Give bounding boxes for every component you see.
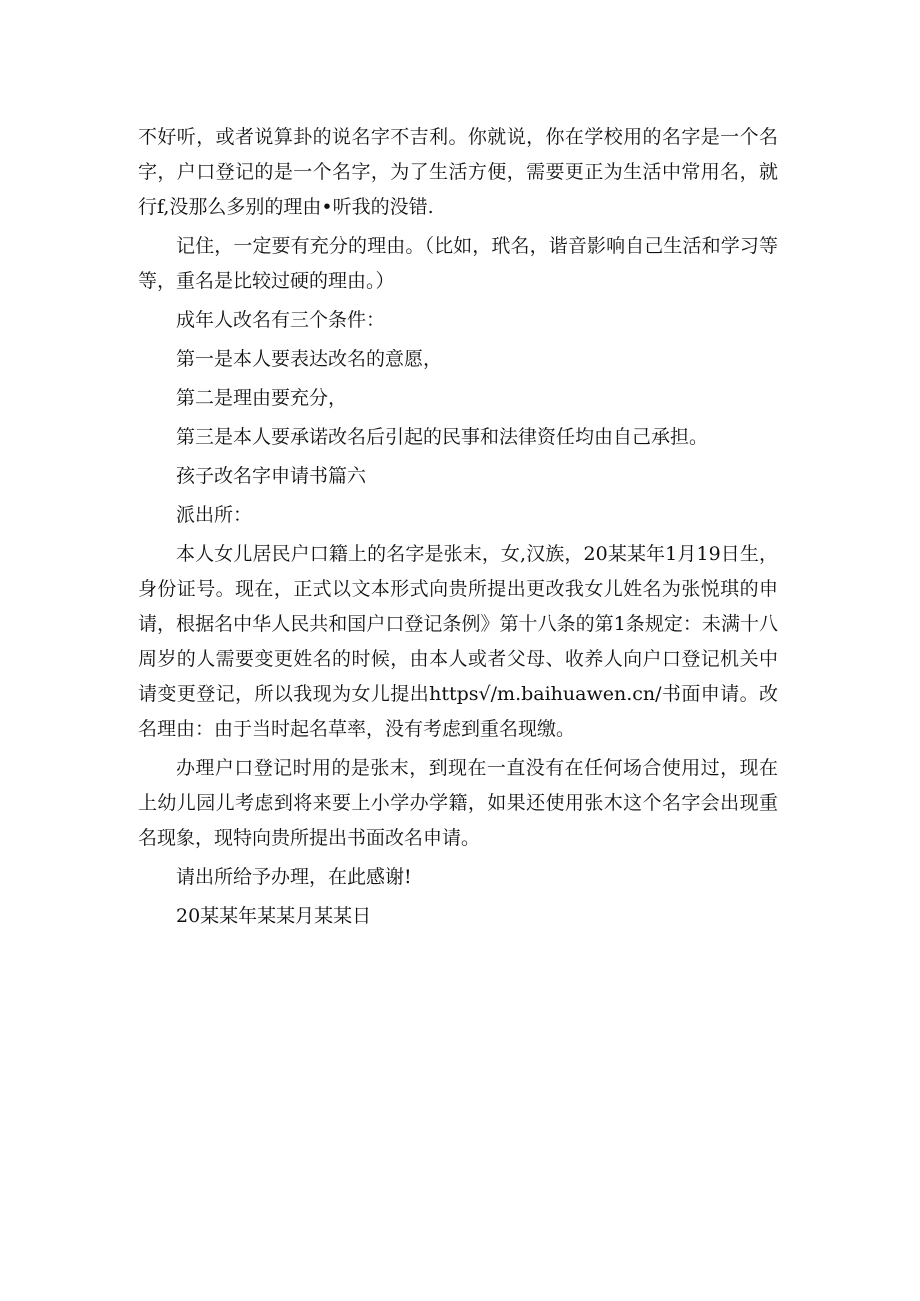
paragraph-10: 办理户口登记时用的是张末，到现在一直没有在任何场合使用过，现在上幼儿园儿考虑到将来要上小学办学籍，如果还使用张木这个名字会出现重名现象，现特向贵所提出书面改名申请。 xyxy=(138,757,778,849)
addressee: 派出所： xyxy=(176,504,253,526)
paragraph-9: 本人女儿居民户口籍上的名字是张末，女,汉族，20某某年1月19日生，身份证号。现在，正式以文本形式向贵所提出更改我女儿姓名为张悦琪的申请，根据名中华人民共和国户口登记条例》第十八条的第1条规定：未满十八周岁的人需要变更姓名的时候，由本人或者父母、收养人向户口登记机关中请变更登记，所以我现为女儿提出https√/m.baihuawen.cn/书面申请。改名理由：由于当时起名草率，没有考虑到重名现缴。 xyxy=(138,543,778,740)
paragraph-3: 成年人改名有三个条件： xyxy=(176,309,386,331)
section-heading: 孩子改名字申请书篇六 xyxy=(176,465,367,487)
closing-line: 请出所给予办理，在此感谢! xyxy=(176,866,412,888)
paragraph-5: 第二是理由要充分， xyxy=(176,387,348,409)
paragraph-4: 第一是本人要表达改名的意愿， xyxy=(176,348,443,370)
paragraph-2: 记住，一定要有充分的理由。（比如，玳名，谐音影响自己生活和学习等等，重名是比较过硬的理由。） xyxy=(138,235,778,292)
paragraph-1: 不好听，或者说算卦的说名字不吉利。你就说，你在学校用的名字是一个名字，户口登记的是一个名字，为了生活方便，需要更正为生活中常用名，就行f,没那么多别的理由•听我的没错. xyxy=(138,126,778,218)
paragraph-6: 第三是本人要承诺改名后引起的民事和法律资任均由自己承担。 xyxy=(176,426,709,448)
date-line: 20某某年某某月某某日 xyxy=(176,905,372,927)
document-body xyxy=(138,120,778,938)
